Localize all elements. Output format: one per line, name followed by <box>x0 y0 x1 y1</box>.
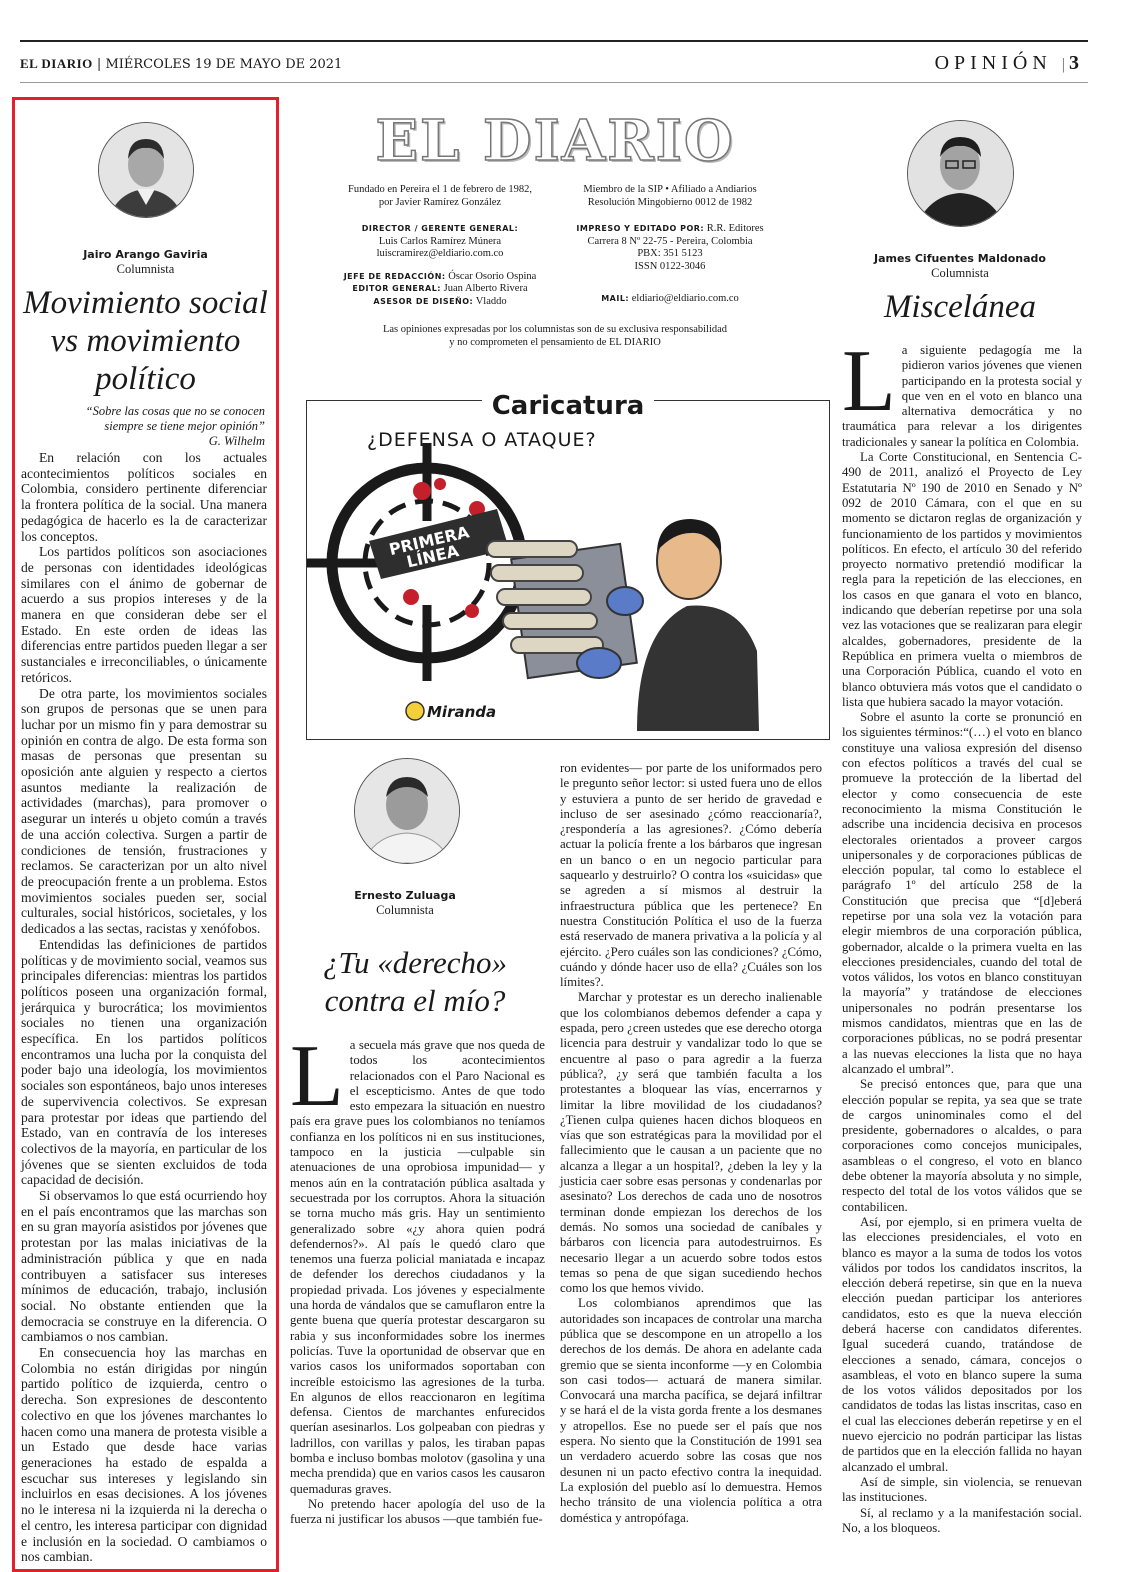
address: Carrera 8 Nº 22-75 - Pereira, Colombia <box>587 235 753 247</box>
paragraph: Si observamos lo que está ocurriendo hoy en el país encontramos que las marchas son en su gran mayoría asistidos por jóvenes que protestan por las malas iniciativas de la administración pública y que en nada contribuyen a satisfacer sus intereses mínimos de educación, trabajo, inclusión social. No obstante entienden que la democracia se construye en la diferencia. O cambiamos o nos cambian. <box>21 1188 267 1345</box>
title-line: vs movimiento <box>50 323 241 359</box>
header-left <box>20 56 342 72</box>
article-title-cifuentes: Miscelánea <box>883 289 1037 325</box>
mail-address: eldiario@eldiario.com.co <box>631 293 739 304</box>
member-line: Miembro de la SIP • Afiliado a Andiarios <box>583 184 757 195</box>
paragraph: Así de simple, sin violencia, se renuevan las instituciones. <box>842 1474 1082 1505</box>
section-name: OPINIÓN <box>934 52 1052 74</box>
jefe-name: Óscar Osorio Ospina <box>448 270 537 282</box>
article-body-arango <box>21 450 267 1565</box>
disclaimer-line: y no comprometen el pensamiento de EL DIARIO <box>449 336 661 348</box>
paragraph: Así, por ejemplo, si en primera vuelta de las elecciones presidenciales, el voto en blanco es mayor a la suma de todos los votos válidos por todos los candidatos inscritos, la elección deberá repetirse, sin que en la nueva elección puedan participar los anteriores candidatos, esto es que la nueva elección deberá hacerse con candidatos diferentes. Igual sucederá cuando, tratándose de elecciones a senado, cámara, concejos o asambleas, el voto en blanco supere la suma de los votos válidos depositados por los candidatos de todas las listas inscritas, caso en el cual las elecciones deberán repetirse y en el nuevo ejercicio no podrán participar las listas de partidos que en la elección fallida no hayan alcanzado el umbral. <box>842 1214 1082 1474</box>
header-separator-right: | <box>1061 56 1069 73</box>
header-right <box>935 52 1084 75</box>
article-body-cifuentes <box>842 333 1082 1536</box>
printed-label: IMPRESO Y EDITADO POR: <box>576 224 705 233</box>
paragraph: a siguiente pedagogía me la pidieron varios jóvenes que vienen participando en la protesta social y que ven en el voto en blanco una alternativa democrática y no traumática para relevar a los dirigentes tradicionales y sanear la política en Colombia. <box>842 343 1082 449</box>
cartoon-heading: Caricatura <box>482 391 655 421</box>
jefe-label: JEFE DE REDACCIÓN: <box>343 271 446 281</box>
editor-line <box>340 283 540 296</box>
director-label <box>340 223 540 236</box>
paragraph: De otra parte, los movimientos sociales son grupos de personas que se unen para luchar por un mismo fin y para demostrar su opinión en contra de algo. De esta forma son masas de personas que presentan su oposición ante alguien y respecto a ciertos asuntos mediante la realización de actividades (marchas), para promover o asegurar un interés u objeto común a través de una acción colectiva. Surgen a partir de condiciones de tensión, frustraciones y reclamos. Se caracterizan por un alto nivel de preocupación frente a un problema. Estos movimientos sociales pueden ser, social culturales, social históricos, societales, y los dedicados a las sectas, racistas y xenófobos. <box>21 685 267 937</box>
founded-line: por Javier Ramírez González <box>378 196 502 208</box>
author-photo-arango <box>98 122 194 218</box>
portrait-icon <box>908 121 1013 226</box>
director-label-text: DIRECTOR / GERENTE GENERAL: <box>361 224 519 233</box>
cartoon-box <box>306 391 830 740</box>
epigraph-line: “Sobre las cosas que no se conocen <box>85 404 265 418</box>
title-line: político <box>95 361 196 397</box>
page-number: 3 <box>1069 52 1084 74</box>
article-body-zuluaga-b <box>560 761 822 1526</box>
paragraph: Sí, al reclamo y a la manifestación social. No, a los bloqueos. <box>842 1505 1082 1535</box>
paragraph: a secuela más grave que nos queda de todos los acontecimientos relacionados con el Paro Nacional es el escepticismo. Antes de que todo esto empezara la situación en nuestro país era grave pues los colombianos no teníamos confianza en los políticos ni en sus instituciones, tampoco en la justicia —culpable sin atenuaciones de una oprobiosa impunidad— y menos aún en la contratación pública asaltada y secuestrada por los corruptos. Ahora la situación se torna mucho más gris. Hay un sentimiento generalizado sobre «¿y ahora quien podrá defendernos?». Al país le quedó claro que tenemos una fuerza policial maniatada e incapaz de defender los derechos ciudadanos y la propiedad privada. Los jóvenes y especialmente una horda de vándalos que se camuflaron entre la gente buena que quería protestar descargaron su rabia y sus inconformidades sobre los inermes policías. Tuve la oportunidad de observar que en varios casos los uniformados soportaban con increíble estoicismo las agresiones de la turba. En algunos de ellos reaccionaron en legítima defensa. Cientos de marchantes enfurecidos querían asesinarlos. Los golpeaban con piedras y ladrillos, con varillas y palos, les tiraban papas bomba e incluso bombas molotov (gasolina y una mecha prendida) que en varios casos les causaron quemaduras graves. <box>290 1038 545 1496</box>
header-paper-name: EL DIARIO <box>20 56 93 71</box>
printed-by: R.R. Editores <box>706 223 764 234</box>
dropcap: L <box>290 1028 344 1125</box>
header-separator: | <box>96 57 106 72</box>
epigraph <box>25 404 265 449</box>
author-role-zuluaga: Columnista <box>376 903 434 917</box>
director-name: Luis Carlos Ramírez Múnera <box>378 235 502 247</box>
masthead-disclaimer <box>320 324 790 349</box>
editor-label: EDITOR GENERAL: <box>352 284 441 293</box>
founded-line: Fundado en Pereira el 1 de febrero de 1982, <box>348 184 532 195</box>
paragraph: Los colombianos aprendimos que las autoridades son incapaces de controlar una marcha pública que se descompone en un atropello a los derechos de los demás. De ahora en adelante cada gremio que se sienta inconforme —y en Colombia son casi todos— actuará de manera similar. Convocará una marcha pacífica, se dejará infiltrar y se hará el de la vista gorda frente a los desmanes y atropellos. Ese no puede ser el país que nos espera. No siento que la Constitución de 1991 sea un verdadero acuerdo sobre las cosas que nos desunen ni un pacto efectivo contra la inequidad. La explosión del pueblo así lo demuestra. Hemos hecho tránsito de una violencia política a otra doméstica y antropófaga. <box>560 1296 822 1525</box>
cartoon-question: ¿DEFENSA O ATAQUE? <box>367 429 597 451</box>
shield-text: PRIMERA LÍNEA <box>387 522 471 572</box>
masthead-founded <box>340 184 540 308</box>
masthead-logo: EL DIARIO <box>375 108 735 174</box>
title-line: contra el mío? <box>324 983 506 1018</box>
paragraph: Entendidas las definiciones de partidos políticas y de movimiento social, veamos sus principales diferencias: mientras los partidos políticos poseen una organización formal, jerárquica y burocrática; los movimientos sociales no tienen una organización específica. En los partidos políticos encontramos una lucha por la conquista del poder bajo una ideología, los movimientos sociales son espontáneos, bajo unos intereses de supervivencia colectivos. Se expresan para protestar por ideas que partiendo del Estado, van en contravía de los intereses colectivos de la mayoría, en particular de los jóvenes que se sienten excluidos de toda capacidad de decisión. <box>21 936 267 1188</box>
cartoon-heading-wrap <box>307 391 829 421</box>
editor-name: Juan Alberto Rivera <box>443 283 528 294</box>
page-header <box>20 40 1088 83</box>
title-line: ¿Tu «derecho» <box>323 945 507 980</box>
paragraph: Se precisó entonces que, para que una elección popular se repita, ya sea que se trate de cargos uninominales como el del presidente, gobernadores o alcaldes, o para corporaciones como concejos municipales, asambleas o el congreso, el voto en blanco debe obtener la mayoría absoluta y no simple, respecto del total de los votos válidos que se contabilicen. <box>842 1077 1082 1214</box>
paragraph: La Corte Constitucional, en Sentencia C-490 de 2011, analizó el Proyecto de Ley Estatutaria Nº 190 de 2010 en Senado y Nº 092 de 2010 Cámara, con el que en su momento se dictaron reglas de organización y funcionamiento de los partidos y movimientos políticos. En efecto, el artículo 30 del referido proyecto normativo pretendió modificar la regla para la repetición de las elecciones, en los casos en que ganara el voto en blanco, indicando que deberían repetirse por una sola vez las votaciones que se realizaran para elegir alcaldes, gobernadores, presidente de la República en primera vuelta o miembros de una Corporación Pública, cuando el voto en blanco obtuviera más votos que el candidato o lista que hubiera sacado la mayor votación. <box>842 450 1082 709</box>
disclaimer-line: Las opiniones expresadas por los columnistas son de su exclusiva responsabilidad <box>382 324 728 335</box>
portrait-icon <box>355 759 459 863</box>
paragraph: En relación con los actuales acontecimientos políticos sociales en Colombia, considero pertinente diferenciar la frontera política de la social. Una manera pedagógica de hacerlo es la de caracterizar los conceptos. <box>21 450 267 544</box>
asesor-line <box>340 296 540 309</box>
article-title-arango <box>15 284 276 398</box>
article-body-zuluaga-a <box>290 1028 545 1528</box>
epigraph-author: G. Wilhelm <box>208 434 265 448</box>
author-name-arango: Jairo Arango Gaviria <box>83 248 208 261</box>
author-name-zuluaga: Ernesto Zuluaga <box>354 889 456 902</box>
cartoonist-signature: Miranda <box>427 703 497 721</box>
paragraph: Sobre el asunto la corte se pronunció en los siguientes términos:“(…) el voto en blanco constituye una valiosa expresión del disenso con efectos políticos a través del cual se promueve la protección de la libertad del elector y como consecuencia de este reconocimiento la misma Constitución le adscribe una incidencia decisiva en procesos electorales orientados a proveer cargos unipersonales y de corporaciones públicas de elección popular, tal como lo establece el parágrafo 1º del artículo 258 de la Constitución que precisa que “[d]eberá repetirse por una sola vez la votación para elegir miembros de una corporación pública, gobernador, alcalde o la primera vuelta en las elecciones presidenciales, cuando del total de votos válidos, los votos en blanco constituyan la mayoría” y tratándose de elecciones unipersonales no podrán presentarse los mismos candidatos, mientras que en las de corporaciones públicas, no se podrá presentar a las nuevas elecciones la lista que no haya alcanzado el umbral”. <box>842 710 1082 1076</box>
pbx: PBX: 351 5123 <box>637 248 703 259</box>
dropcap: L <box>842 333 896 430</box>
title-line: Movimiento social <box>23 285 268 321</box>
mail-label: MAIL: <box>601 294 630 303</box>
paragraph: No pretendo hacer apología del uso de la fuerza ni justificar los abusos —que también fue- <box>290 1496 545 1527</box>
author-role-cifuentes: Columnista <box>931 266 989 280</box>
director-email: luiscramirez@eldiario.com.co <box>376 248 504 259</box>
author-photo-zuluaga <box>354 758 460 864</box>
article-title-zuluaga <box>290 944 540 1020</box>
portrait-icon <box>99 123 193 217</box>
mail-line <box>555 293 785 306</box>
header-date: MIÉRCOLES 19 DE MAYO DE 2021 <box>105 57 343 72</box>
paragraph: ron evidentes— por parte de los uniformados pero le pregunto señor lector: si usted fuera uno de ellos y estuviera a punto de ser herido de gravedad e incluso de ser asesinado ¿cómo reaccionaría?, ¿respondería a las agresiones?. ¿Cómo debería actuar la policía frente a los bárbaros que ingresan en un banco o en un negocio particular para saquearlo y destruirlo? O contra los «suicidas» que se agreden a sí mismos al destruir la infraestructura pública que les pertenece? En nuestra Constitución Política el uso de la fuerza está reservado de manera privativa a la policía y al ejército. ¿Pero cuáles son las condiciones? ¿Cómo, cuándo y dónde hacer uso de ella? ¿Cuáles son los límites?. <box>560 761 822 990</box>
article-column-arango <box>12 97 279 1572</box>
epigraph-line: siempre se tiene mejor opinión” <box>104 419 265 433</box>
asesor-label: ASESOR DE DISEÑO: <box>373 296 474 306</box>
jefe-line <box>340 271 540 284</box>
member-line: Resolución Mingobierno 0012 de 1982 <box>587 196 753 208</box>
paragraph: En consecuencia hoy las marchas en Colombia no están dirigidas por ningún partido político de izquierda, centro o derecha. Son expresiones de descontento colectivo en que los jóvenes marchantes lo hacen como una manera de protesta visible a un Estado que desde hace varias generaciones ha estado de espalda a escuchar sus intereses y legislando sin incluirlos en esas decisiones. A los jóvenes no le interesa ni la izquierda ni la derecha o el centro, les interesa participar con dignidad e inclusión en la sociedad. O cambiamos o nos cambian. <box>21 1345 267 1565</box>
author-name-cifuentes: James Cifuentes Maldonado <box>874 252 1046 265</box>
author-photo-cifuentes <box>907 120 1014 227</box>
paragraph: Marchar y protestar es un derecho inalienable que los colombianos debemos defender a capa y espada, pero ¿creen ustedes que ese derecho otorga licencia para destruir y vandalizar todo lo que se encuentre al paso o para agredir a la fuerza pública?, ¿y será que también faculta a los protestantes a bloquear las vías, encerrarnos y limitar la libre movilidad de los ciudadanos? ¿Tienen culpa quienes hacen dichos bloqueos en vías que son estratégicas para la movilidad por el fallecimiento que le causan a un paciente que no alcanza a llegar a un hospital?, ¿deben la ley y la justicia caer sobre esas personas y condenarlas por asesinato? Los derechos de cada uno de nosotros terminan donde empiezan los derechos de los demás. No somos una sociedad de caníbales y bárbaros con licencia para autodestruirnos. Es necesario llegar a un acuerdo sobre todos estos temas so pena de que sigan sucediendo hechos como los que hemos vivido. <box>560 990 822 1296</box>
issn: ISSN 0122-3046 <box>634 260 706 272</box>
masthead <box>300 108 810 174</box>
paragraph: Los partidos políticos son asociaciones de personas con identidades ideológicas similares con el ánimo de gobernar de acuerdo a sus propios intereses y de la manera en que consideran debe ser el Estado. En este orden de ideas las diferencias entre partidos pueden llegar a ser sustanciales e irreconciliables, o únicamente retóricos. <box>21 544 267 685</box>
asesor-name: Vladdo <box>475 295 507 307</box>
printed-line <box>555 223 785 236</box>
author-role-arango: Columnista <box>116 262 175 276</box>
masthead-member <box>555 184 785 306</box>
